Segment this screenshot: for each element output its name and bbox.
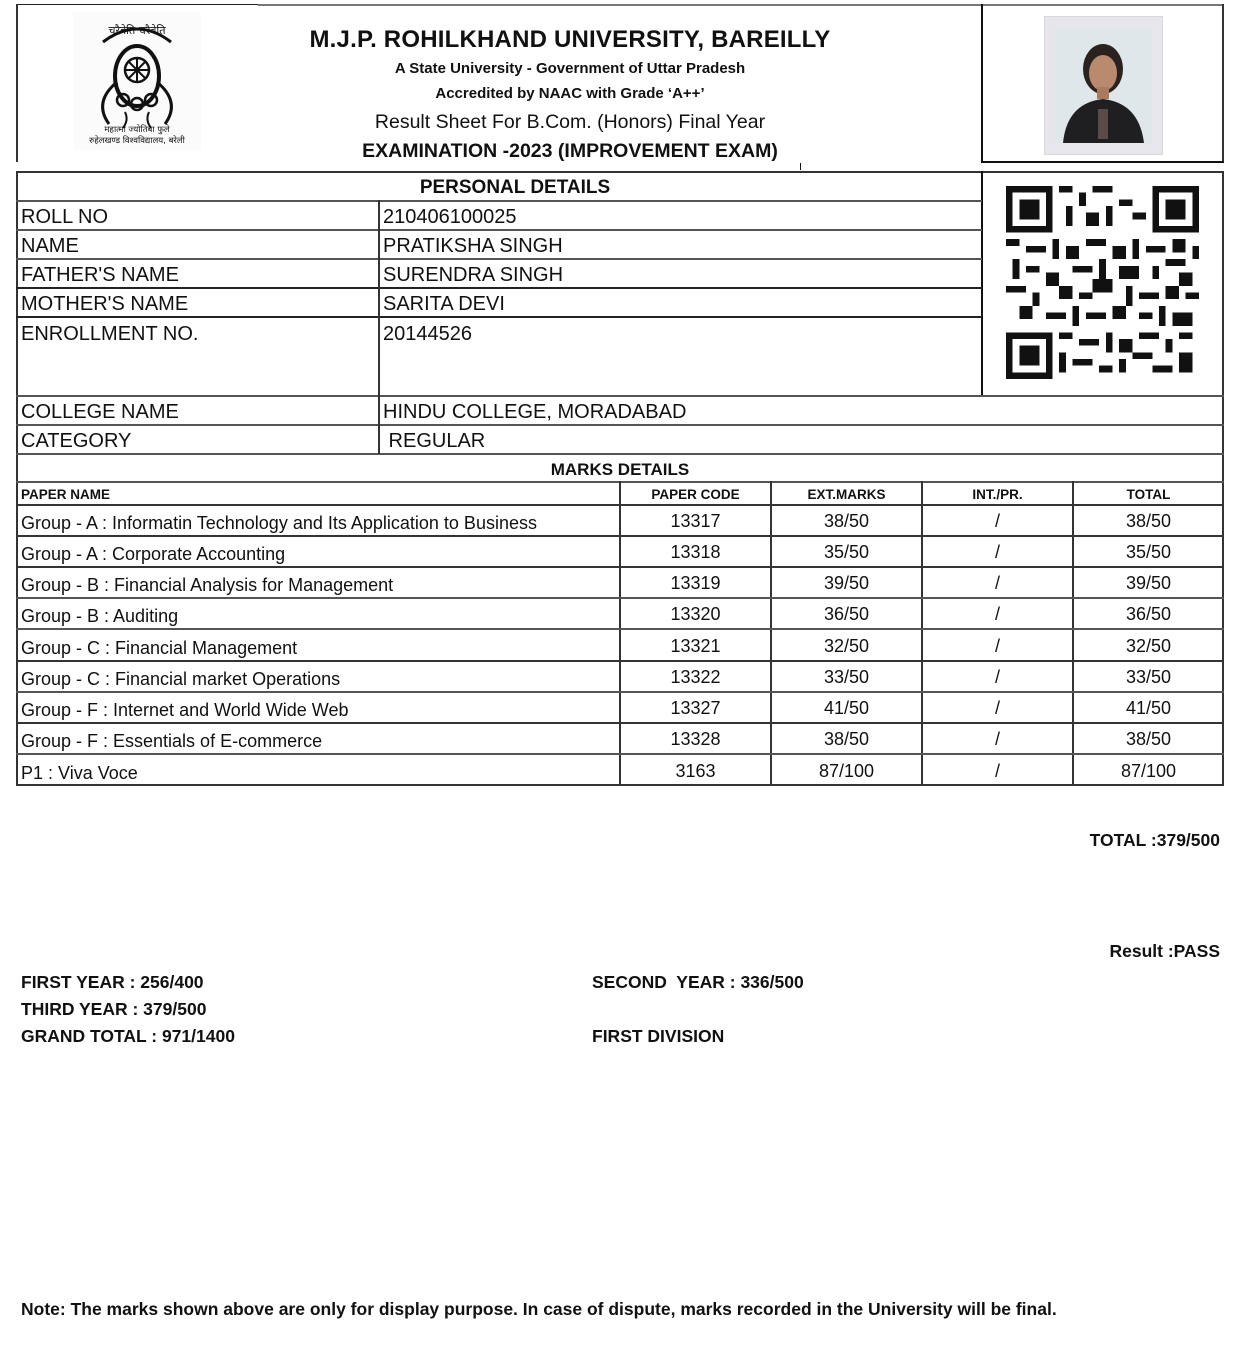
paper-code: 3163 [675,761,716,781]
paper-name: P1 : Viva Voce [21,763,138,783]
category-label: CATEGORY [21,430,132,452]
name-value: PRATIKSHA SINGH [383,235,563,257]
roll-no-label: ROLL NO [21,206,109,228]
college-name-value: HINDU COLLEGE, MORADABAD [383,401,687,423]
paper-name: Group - F : Internet and World Wide Web [21,700,349,720]
ext-marks: 35/50 [823,542,870,562]
paper-name: Group - C : Financial market Operations [21,669,341,689]
personal-details-heading: PERSONAL DETAILS [419,177,611,198]
total-marks: 38/50 [1125,729,1172,749]
svg-text:चरैवेति चरैवेति: चरैवेति चरैवेति [108,24,166,37]
total-marks: 33/50 [1125,667,1172,687]
total-marks: 35/50 [1125,542,1172,562]
total-marks: 38/50 [1125,511,1172,531]
grand-total: GRAND TOTAL : 971/1400 [21,1026,235,1046]
mother-name-label: MOTHER'S NAME [21,293,189,315]
total-marks: 41/50 [1125,698,1172,718]
svg-text:महात्मा ज्योतिबा फुले: महात्मा ज्योतिबा फुले [104,125,170,135]
ext-marks: 39/50 [823,573,870,593]
int-marks: / [994,636,1000,656]
int-marks: / [994,667,1000,687]
ext-marks: 32/50 [823,636,870,656]
ext-marks: 38/50 [823,511,870,531]
total-marks: 32/50 [1125,636,1172,656]
enrollment-no-label: ENROLLMENT NO. [21,323,199,345]
column-header-int-pr: INT./PR. [972,487,1023,502]
father-name-label: FATHER'S NAME [21,264,179,286]
division: FIRST DIVISION [592,1026,725,1046]
ext-marks: 87/100 [818,761,875,781]
svg-text:रुहेलखण्ड विश्वविद्यालय, बरेली: रुहेलखण्ड विश्वविद्यालय, बरेली [89,136,185,146]
university-logo [73,12,201,150]
university-emblem-icon [73,12,201,150]
ext-marks: 33/50 [823,667,870,687]
paper-name: Group - C : Financial Management [21,638,298,658]
int-marks: / [994,698,1000,718]
paper-code: 13320 [670,604,721,624]
third-year-marks: THIRD YEAR : 379/500 [21,999,207,1019]
int-marks: / [994,542,1000,562]
paper-name: Group - F : Essentials of E-commerce [21,731,323,751]
paper-name: Group - A : Informatin Technology and Its Application to Business [21,513,537,533]
name-label: NAME [21,235,79,257]
examination-title: EXAMINATION -2023 (IMPROVEMENT EXAM) [362,140,778,162]
father-name-value: SURENDRA SINGH [383,264,564,286]
int-marks: / [994,604,1000,624]
column-header-ext-marks: EXT.MARKS [807,487,886,502]
int-marks: / [994,573,1000,593]
column-header-paper-name: PAPER NAME [21,487,111,502]
second-year-marks: SECOND YEAR : 336/500 [592,972,804,992]
paper-code: 13327 [670,698,721,718]
paper-code: 13328 [670,729,721,749]
int-marks: / [994,511,1000,531]
paper-code: 13322 [670,667,721,687]
category-value: REGULAR [383,430,486,452]
university-name: M.J.P. ROHILKHAND UNIVERSITY, BAREILLY [309,26,831,53]
paper-code: 13317 [670,511,721,531]
paper-name: Group - A : Corporate Accounting [21,544,286,564]
ext-marks: 36/50 [823,604,870,624]
first-year-marks: FIRST YEAR : 256/400 [21,972,204,992]
accreditation: Accredited by NAAC with Grade ‘A++’ [435,85,705,102]
total-marks: 87/100 [1120,761,1177,781]
qr-code [1006,186,1199,379]
marks-details-heading: MARKS DETAILS [550,460,690,479]
paper-name: Group - B : Auditing [21,606,179,626]
ext-marks: 38/50 [823,729,870,749]
roll-no-value: 210406100025 [383,206,517,228]
disclaimer-note: Note: The marks shown above are only for display purpose. In case of dispute, marks recorded in the University will be final. [21,1299,1057,1319]
enrollment-no-value: 20144526 [383,323,472,345]
final-year-total: TOTAL :379/500 [1089,830,1220,850]
university-subtitle: A State University - Government of Uttar Pradesh [394,60,746,77]
total-marks: 36/50 [1125,604,1172,624]
ext-marks: 41/50 [823,698,870,718]
paper-code: 13319 [670,573,721,593]
college-name-label: COLLEGE NAME [21,401,179,423]
result-status: Result :PASS [1109,941,1220,961]
total-marks: 39/50 [1125,573,1172,593]
int-marks: / [994,761,1000,781]
paper-name: Group - B : Financial Analysis for Management [21,575,394,595]
result-sheet-title: Result Sheet For B.Com. (Honors) Final Year [374,111,766,133]
student-photo [1044,16,1163,155]
mother-name-value: SARITA DEVI [383,293,505,315]
column-header-paper-code: PAPER CODE [651,487,740,502]
int-marks: / [994,729,1000,749]
column-header-total: TOTAL [1126,487,1171,502]
paper-code: 13318 [670,542,721,562]
paper-code: 13321 [670,636,721,656]
